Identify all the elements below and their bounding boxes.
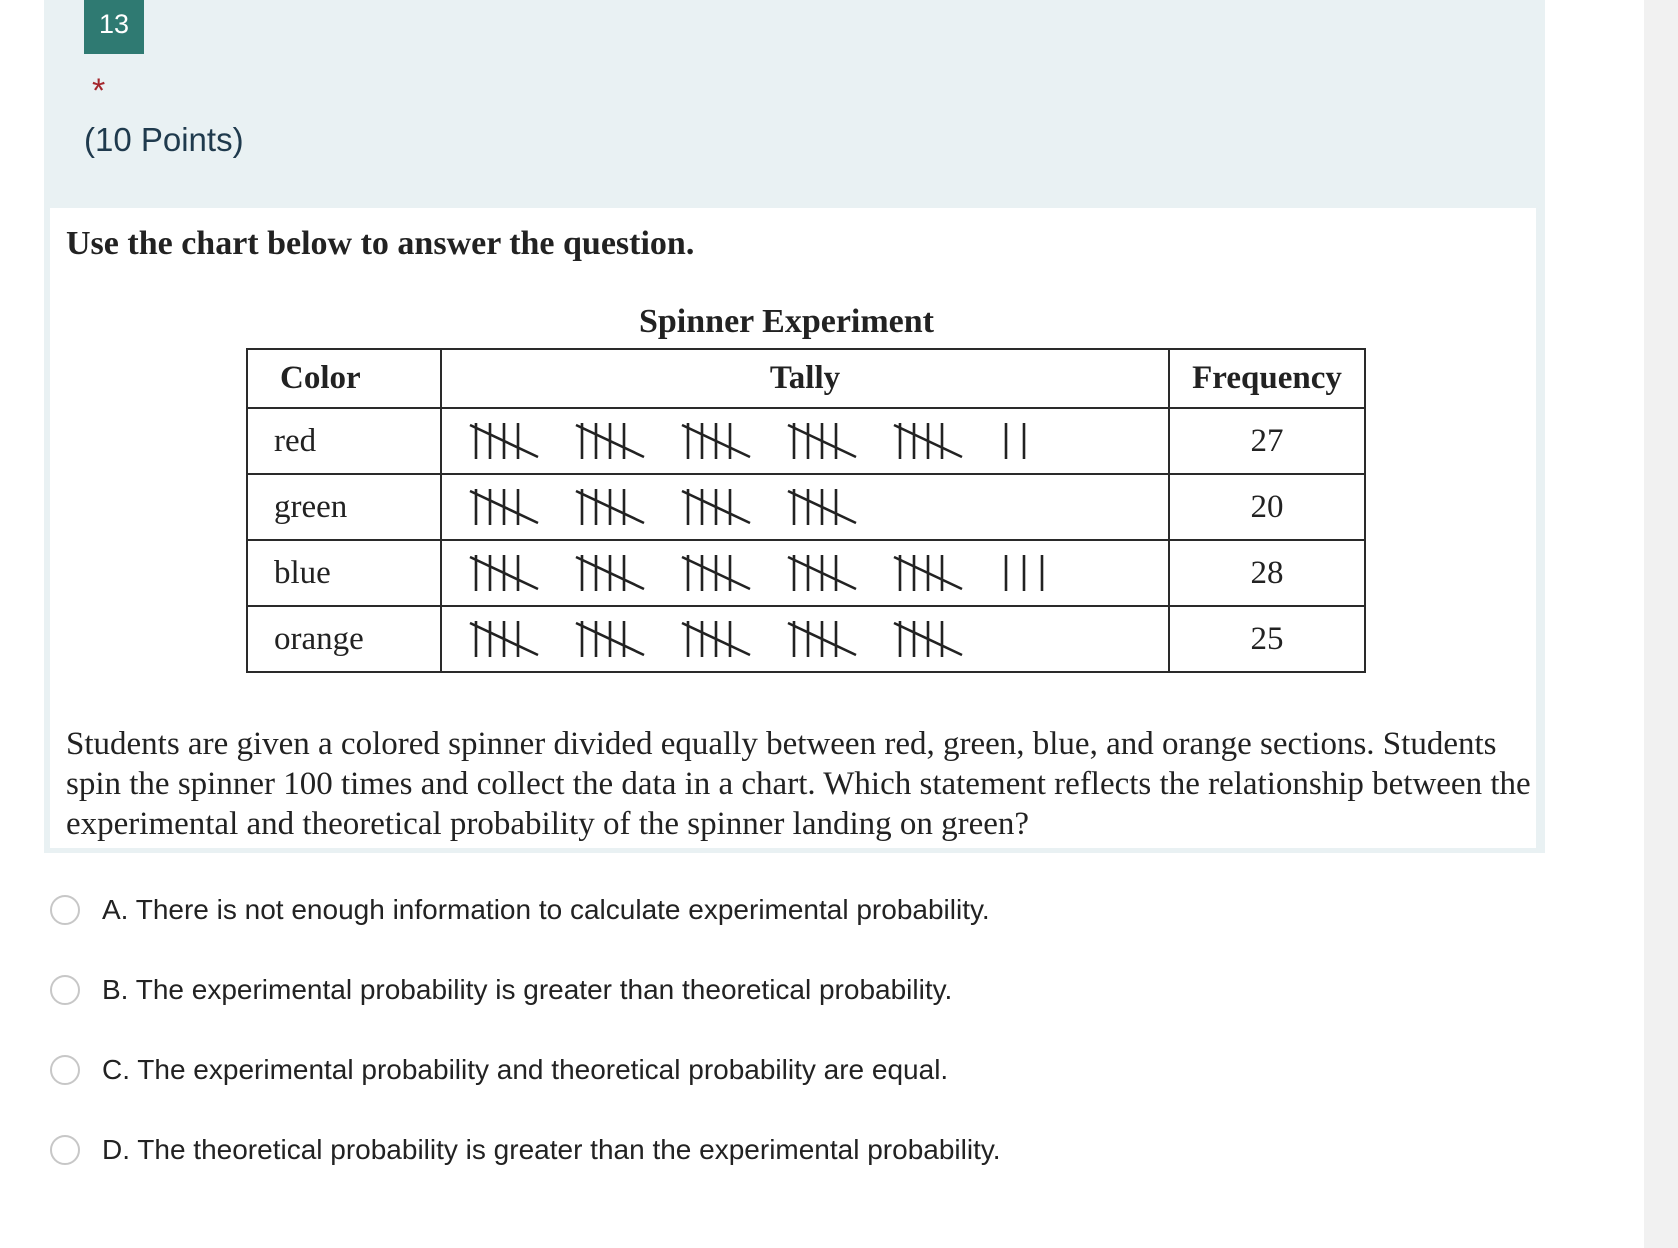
row-color: red (247, 408, 441, 474)
option-label: D. The theoretical probability is greater than the experimental probability. (102, 1134, 1001, 1165)
question-text: Students are given a colored spinner divided equally between red, green, blue, and orange sections. Students spin the spinner 100 times and collect the data in a chart. Which statement reflects the relationship between the experimental and theoretical probability of the spinner landing on green? (66, 726, 1531, 842)
row-tally (441, 606, 1169, 672)
row-frequency: 25 (1169, 606, 1365, 672)
radio-button[interactable] (50, 1055, 80, 1085)
table-row (247, 540, 1365, 606)
table-header-row (247, 349, 1365, 408)
spinner-table (246, 348, 1366, 673)
question-points: (10 Points) (84, 121, 244, 158)
row-frequency: 27 (1169, 408, 1365, 474)
option-d[interactable] (50, 1130, 1150, 1170)
option-a[interactable] (50, 890, 1150, 930)
radio-button[interactable] (50, 895, 80, 925)
option-c[interactable] (50, 1050, 1150, 1090)
question-header (44, 0, 1545, 208)
required-marker: * (92, 72, 106, 110)
option-label: B. The experimental probability is greater than theoretical probability. (102, 974, 953, 1005)
row-frequency: 20 (1169, 474, 1365, 540)
row-tally (441, 408, 1169, 474)
question-image (50, 208, 1536, 848)
table-row (247, 408, 1365, 474)
radio-button[interactable] (50, 975, 80, 1005)
option-b[interactable] (50, 970, 1150, 1010)
chart-title: Spinner Experiment (638, 303, 934, 340)
row-color: orange (247, 606, 441, 672)
column-header-color: Color (247, 349, 441, 408)
table-row (247, 474, 1365, 540)
row-tally (441, 540, 1169, 606)
question-content-panel (44, 208, 1545, 853)
row-frequency: 28 (1169, 540, 1365, 606)
row-tally (441, 474, 1169, 540)
question-number-badge: 13 (84, 0, 144, 54)
tally-marks-green (466, 483, 1086, 531)
radio-button[interactable] (50, 1135, 80, 1165)
instruction-text: Use the chart below to answer the question. (66, 225, 695, 262)
option-label: A. There is not enough information to calculate experimental probability. (102, 894, 990, 925)
column-header-frequency: Frequency (1169, 349, 1365, 408)
tally-marks-red (466, 417, 1086, 465)
tally-marks-blue (466, 549, 1086, 597)
tally-marks-orange (466, 615, 1086, 663)
page-scrollbar[interactable] (1644, 0, 1678, 1248)
table-row (247, 606, 1365, 672)
row-color: green (247, 474, 441, 540)
column-header-tally: Tally (441, 349, 1169, 408)
option-label: C. The experimental probability and theoretical probability are equal. (102, 1054, 949, 1085)
row-color: blue (247, 540, 441, 606)
